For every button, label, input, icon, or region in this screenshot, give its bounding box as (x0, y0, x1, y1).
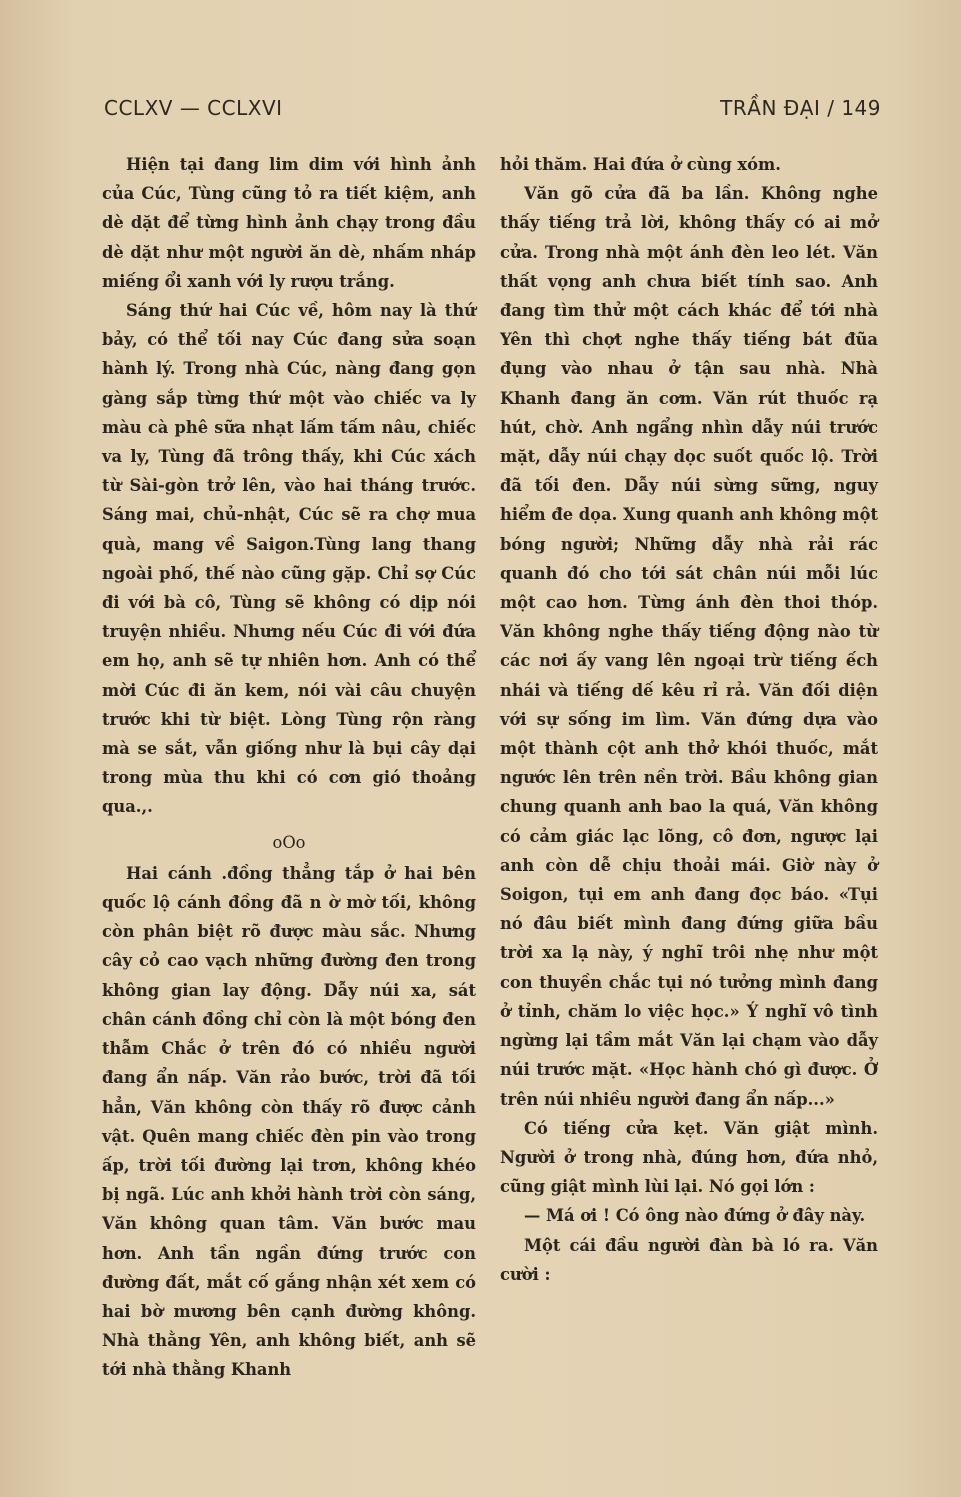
paragraph: Hiện tại đang lim dim với hình ảnh của Cúc, Tùng cũng tỏ ra tiết kiệm, anh dè dặt để từng hình ảnh chạy trong đầu dè dặt như một người ăn dè, nhấm nháp miếng ổi xanh với ly rượu trắng. (102, 155, 476, 291)
section-separator: oOo (272, 832, 306, 852)
left-text-column (102, 150, 476, 1385)
author-page-number: TRẦN ĐẠI / 149 (720, 96, 881, 120)
paragraph: Văn gõ cửa đã ba lần. Không nghe thấy tiếng trả lời, không thấy có ai mở cửa. Trong nhà một ánh đèn leo lét. Văn thất vọng anh chưa biết tính sao. Anh đang tìm thử một cách khác để tới nhà Yên thì chợt nghe thấy tiếng bát đũa đụng vào nhau ở tận sau nhà. Nhà Khanh đang ăn cơm. Văn rút thuốc rạ hút, chờ. Anh ngẩng nhìn dẫy núi trước mặt, dẫy núi chạy dọc suốt quốc lộ. Trời đã tối đen. Dẫy núi sừng sững, nguy hiểm đe dọa. Xung quanh anh không một bóng người; Những dẫy nhà rải rác quanh đó cho tới sát chân núi mỗi lúc một cao hơn. Từng ánh đèn thoi thóp. Văn không nghe thấy tiếng động nào từ các nơi ấy vang lên ngoại trừ tiếng ếch nhái và tiếng dế kêu rỉ rả. Văn đối diện với sự sống im lìm. Văn đứng dựa vào một thành cột anh thở khói thuốc, mắt ngước lên trên nền trời. Bầu không gian chung quanh anh bao la quá, Văn không có cảm giác lạc lõng, cô đơn, ngược lại anh còn dễ chịu thoải mái. Giờ này ở Soigon, tụi em anh đang đọc báo. «Tụi nó đâu biết mình đang đứng giữa bầu trời xa lạ này, ý nghĩ trôi nhẹ như một con thuyền chắc tụi nó tưởng mình đang ở tỉnh, chăm lo việc học.» Ý nghĩ vô tình ngừng lại tầm mắt Văn lại chạm vào dẫy núi trước mặt. «Học hành chó gì được. Ở trên núi nhiều người đang ẩn nấp...» (500, 184, 878, 1109)
paragraph: Một cái đầu người đàn bà ló ra. Văn cười : (500, 1235, 878, 1284)
paragraph: hỏi thăm. Hai đứa ở cùng xóm. (500, 155, 781, 174)
paragraph: Hai cánh .đồng thẳng tắp ở hai bên quốc lộ cánh đồng đã n ờ mờ tối, không còn phân biệt rõ được màu sắc. Nhưng cây cỏ cao vạch những đường đen trong không gian lay động. Dẫy núi xa, sát chân cánh đồng chỉ còn là một bóng đen thẫm Chắc ở trên đó có nhiều người đang ẩn nấp. Văn rảo bước, trời đã tối hẳn, Văn không còn thấy rõ được cảnh vật. Quên mang chiếc đèn pin vào trong ấp, trời tối đường lại trơn, không khéo bị ngã. Lúc anh khởi hành trời còn sáng, Văn không quan tâm. Văn bước mau hơn. Anh tần ngần đứng trước con đường đất, mắt cố gắng nhận xét xem có hai bờ mương bên cạnh đường không. Nhà thằng Yên, anh không biết, anh sẽ tới nhà thằng Khanh (102, 863, 476, 1380)
paragraph: Sáng thứ hai Cúc về, hôm nay là thứ bảy, có thể tối nay Cúc đang sửa soạn hành lý. Trong nhà Cúc, nàng đang gọn gàng sắp từng thứ một vào chiếc va ly màu cà phê sữa nhạt lấm tấm nâu, chiếc va ly, Tùng đã trông thấy, khi Cúc xách từ Sài-gòn trở lên, vào hai tháng trước. Sáng mai, chủ-nhật, Cúc sẽ ra chợ mua quà, mang về Saigon.Tùng lang thang ngoài phố, thế nào cũng gặp. Chỉ sợ Cúc đi với bà cô, Tùng sẽ không có dịp nói truyện nhiều. Nhưng nếu Cúc đi với đứa em họ, anh sẽ tự nhiên hơn. Anh có thể mời Cúc đi ăn kem, nói vài câu chuyện trước khi từ biệt. Lòng Tùng rộn ràng mà se sắt, vẫn giống như là bụi cây dại trong mùa thu khi có cơn gió thoảng qua.,. (102, 301, 476, 817)
right-text-column (500, 150, 878, 1289)
chapter-numbers: CCLXV — CCLXVI (104, 96, 283, 120)
dialogue-line: — Má ơi ! Có ông nào đứng ở đây này. (524, 1206, 866, 1226)
page-header (104, 96, 881, 132)
paragraph: Có tiếng cửa kẹt. Văn giật mình. Người ở trong nhà, đúng hơn, đứa nhỏ, cũng giật mình lùi lại. Nó gọi lớn : (500, 1118, 878, 1197)
